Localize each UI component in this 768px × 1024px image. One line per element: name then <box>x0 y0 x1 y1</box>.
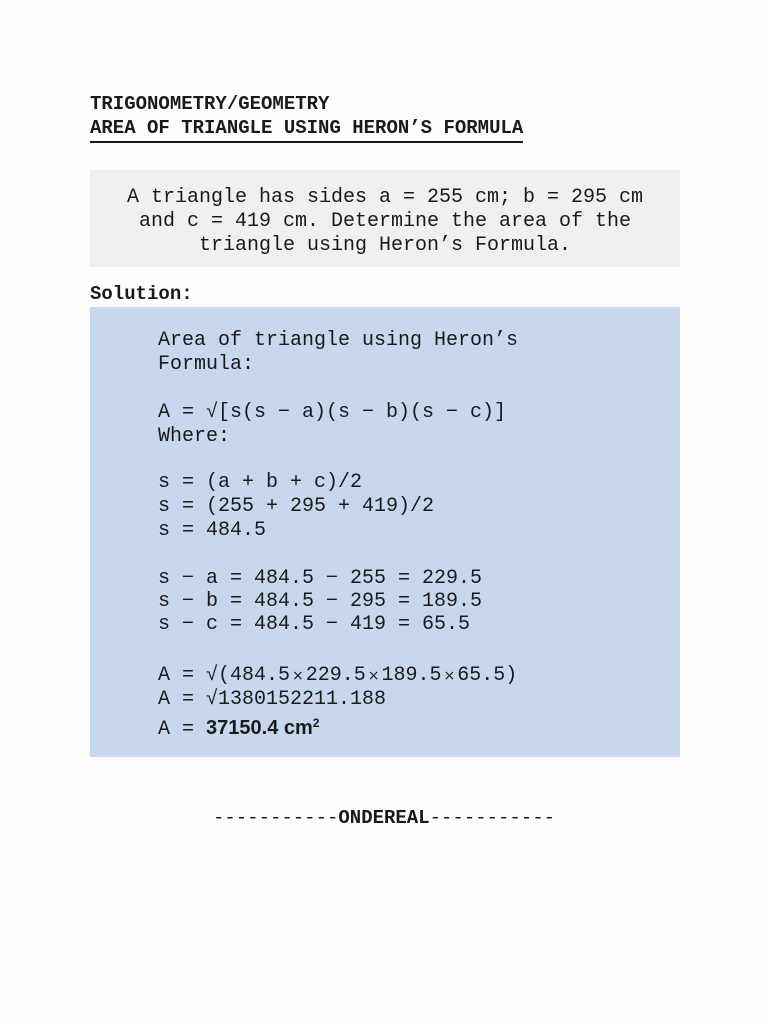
footer-dashes-left: ----------- <box>212 807 339 829</box>
area-answer-prefix: A = <box>158 718 207 741</box>
where-label: Where: <box>158 425 231 448</box>
s-minus-b-line: s − b = 484.5 − 295 = 189.5 <box>158 590 483 613</box>
solution-label: Solution: <box>90 283 193 305</box>
times-symbol: × <box>443 668 456 684</box>
footer-dashes-right: ----------- <box>429 807 556 829</box>
factor: 65.5 <box>457 664 506 687</box>
semi-perimeter-definition: s = (a + b + c)/2 <box>158 471 363 494</box>
s-minus-a-line: s − a = 484.5 − 255 = 229.5 <box>158 567 483 590</box>
category-heading: TRIGONOMETRY/GEOMETRY <box>90 93 330 115</box>
area-suffix: ) <box>505 664 518 687</box>
heron-formula: A = √[s(s − a)(s − b)(s − c)] <box>158 401 507 424</box>
final-answer: 37150.4 cm <box>206 717 313 739</box>
times-symbol: × <box>367 668 380 684</box>
s-minus-c-line: s − c = 484.5 − 419 = 65.5 <box>158 613 471 636</box>
factor: 229.5 <box>305 664 366 687</box>
solution-intro-line: Area of triangle using Heron’s <box>158 329 519 352</box>
solution-intro-line: Formula: <box>158 353 255 376</box>
page-title: AREA OF TRIANGLE USING HERON’S FORMULA <box>90 116 523 143</box>
area-answer-line <box>158 711 319 742</box>
problem-line: and c = 419 cm. Determine the area of the <box>138 210 632 233</box>
times-symbol: × <box>292 668 304 684</box>
solution-box <box>90 307 680 757</box>
area-product-line <box>158 664 517 688</box>
footer-signature <box>0 806 768 830</box>
factor: 484.5 <box>230 664 291 687</box>
factor: 189.5 <box>381 664 442 687</box>
footer-brand: ONDEREAL <box>338 807 430 829</box>
semi-perimeter-substitution: s = (255 + 295 + 419)/2 <box>158 495 435 518</box>
problem-line: A triangle has sides a = 255 cm; b = 295 cm <box>126 186 644 209</box>
answer-exponent: 2 <box>312 716 320 730</box>
semi-perimeter-value: s = 484.5 <box>158 519 267 542</box>
problem-statement-box <box>90 170 680 267</box>
area-root-line: A = √1380152211.188 <box>158 688 387 711</box>
area-prefix: A = √( <box>158 664 231 687</box>
problem-line: triangle using Heron’s Formula. <box>198 234 572 257</box>
